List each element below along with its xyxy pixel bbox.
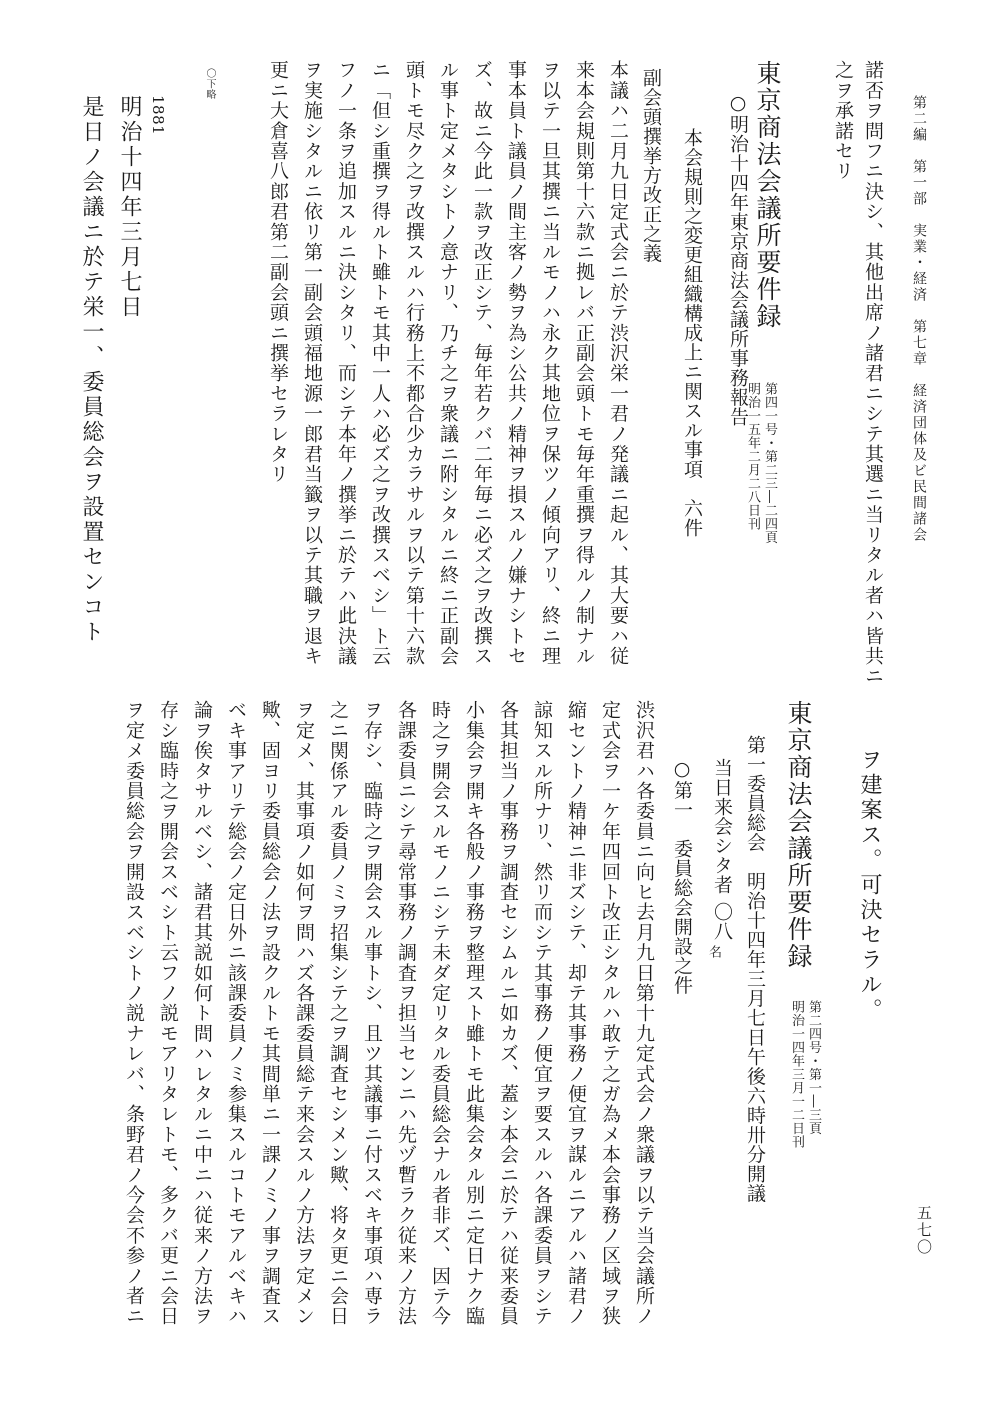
bottom-paragraph-line: 渋沢君ハ各委員ニ向ヒ去月九日第十九定式会ノ衆議ヲ以テ当会議所ノ: [633, 700, 655, 1327]
top-paragraph-line: ニ「但シ重撰ヲ得ルト雖トモ其中一人ハ必ズ之ヲ改撰スベシ」ト云: [369, 60, 391, 666]
date-heading: 明治十四年三月七日: [117, 95, 142, 320]
attendance-count: 〇八: [711, 902, 733, 941]
continuation-line-2: 之ヲ承諾セリ: [832, 60, 854, 182]
top-paragraph-line: 本議ハ二月九日定式会ニ於テ渋沢栄一君ノ発議ニ起ル、其大要ハ従: [607, 60, 629, 666]
bottom-paragraph-line: 諒知スル所ナリ、然リ而シテ其事務ノ便宜ヲ要スルハ各課委員ヲシテ: [531, 700, 553, 1327]
date-year: 1881: [149, 95, 167, 136]
proposal-line: ヲ建案ス。可決セラル。: [857, 748, 882, 1023]
bottom-paragraph-line: ヲ定メ委員総会ヲ開設スベシトノ説ナレバ、条野君ノ今会不参ノ者ニ: [123, 700, 145, 1327]
continuation-line-1: 諾否ヲ問フニ決シ、其他出席ノ諸君ニシテ其選ニ当リタル者ハ皆共ニ: [862, 60, 884, 687]
bottom-paragraph-line: 各課委員ニシテ尋常事務ノ調査ヲ担当センニハ先ヅ暫ラク従来ノ方法: [395, 700, 417, 1327]
bottom-paragraph-line: 論ヲ俟タサルベシ、諸君其説如何ト問ハレタルニ中ニハ従来ノ方法ヲ: [191, 700, 213, 1327]
top-paragraph-line: ズ、故ニ今此一款ヲ改正シテ、毎年若クバ二年毎ニ必ズ之ヲ改撰ス: [471, 60, 493, 667]
bottom-paragraph-line: 各其担当ノ事務ヲ調査セシムルニ如カズ、蓋シ本会ニ於テハ従来委員: [497, 700, 519, 1327]
bottom-paragraph-line: 之ニ関係アル委員ノミヲ招集シテ之ヲ調査セシメン歟、将タ更ニ会日: [327, 700, 349, 1327]
omission-mark: 〇下略: [204, 68, 215, 100]
bottom-paragraph-line: 時之ヲ開会スルモノニシテ未ダ定リタル委員総会ナル者非ズ、因テ今: [429, 700, 451, 1327]
bottom-paragraph-line: 存シ臨時之ヲ開会スベシト云フノ説モアリタレトモ、多クバ更ニ会日: [157, 700, 179, 1327]
source-ref-bottom: [790, 1000, 820, 1149]
top-paragraph-line: ル事ト定メタシトノ意ナリ、乃チ之ヲ衆議ニ附シタルニ終ニ正副会: [437, 60, 459, 666]
top-paragraph-line: 来本会規則第十六款ニ拠レバ正副会頭トモ毎年重撰ヲ得ルノ制ナル: [573, 60, 595, 666]
top-paragraph-line: フノ一条ヲ追加スルニ決シタリ、而シテ本年ノ撰挙ニ於テハ此決議: [335, 60, 357, 666]
bottom-paragraph-line: 定式会ヲ一ケ年四回ト改正シタルハ敢テ之ガ為メ本会事務ノ区域ヲ狭: [599, 700, 621, 1327]
report-notice: ○明治十四年東京商法会議所事務報告: [727, 92, 749, 427]
top-paragraph-line: ヲ以テ一旦其撰ニ当ルモノハ永ク其地位ヲ保ツノ傾向アリ、終ニ理: [539, 60, 561, 666]
source-ref-top-line1: 第四一号・第二三―二四頁: [762, 382, 777, 544]
bottom-paragraph-line: 歟、固ヨリ委員総会ノ法ヲ設クルトモ其間単ニ一課ノミノ事ヲ調査ス: [259, 700, 281, 1327]
running-head: 第二編 第一部 実業・経済 第七章 経済団体及ビ民間諸会: [911, 95, 927, 543]
section-heading: 本会規則之変更組織構成上ニ関スル事項 六件: [681, 128, 703, 538]
bottom-paragraph-line: 小集会ヲ開キ各般ノ事務ヲ整理スト雖トモ此集会タル別ニ定日ナク臨: [463, 700, 485, 1327]
attendance-label: 当日来会シタ者: [711, 758, 733, 895]
meeting-line: 第一委員総会 明治十四年三月七日午後六時卅分開議: [744, 735, 766, 1203]
source-ref-top: [746, 382, 776, 544]
bottom-paragraph-line: ヲ存シ、臨時之ヲ開会スル事トシ、且ツ其議事ニ付スベキ事項ハ専ラ: [361, 700, 383, 1327]
top-paragraph-line: ヲ実施シタルニ依リ第一副会頭福地源一郎君当籤ヲ以テ其職ヲ退キ: [301, 60, 323, 667]
item-heading-top: 副会頭撰挙方改正之義: [640, 68, 662, 263]
item-heading-bottom: ○第一 委員総会開設之件: [671, 758, 693, 995]
source-ref-top-line2: 明治一五年二月二八日刊: [745, 382, 760, 531]
bottom-paragraph-line: 縮セントノ精神ニ非ズシテ、却テ其事務ノ便宜ヲ謀ルニアルハ諸君ノ: [565, 700, 587, 1327]
top-paragraph-line: 事本員ト議員ノ間主客ノ勢ヲ為シ公共ノ精神ヲ損スルノ嫌ナシトセ: [505, 60, 527, 666]
source-ref-bottom-line2: 明治一四年三月一二日刊: [789, 1000, 804, 1149]
top-paragraph-line: 更ニ大倉喜八郎君第二副会頭ニ撰挙セラレタリ: [267, 60, 289, 485]
source-title-bottom: 東京商法会議所要件録: [784, 700, 813, 970]
source-title-top: 東京商法会議所要件録: [753, 60, 782, 330]
bottom-paragraph-line: ヲ定メ、其事項ノ如何ヲ問ハズ各課委員総テ来会スルノ方法ヲ定メン: [293, 700, 315, 1327]
bottom-paragraph-line: ベキ事アリテ総会ノ定日外ニ該課委員ノミ参集スルコトモアルベキハ: [225, 700, 247, 1327]
attendance-unit: 名: [706, 945, 721, 959]
top-paragraph-line: 頭トモ尽ク之ヲ改撰スルハ行務上不都合少カラサルヲ以テ第十六款: [403, 60, 425, 666]
source-ref-bottom-line1: 第二四号・第一―三頁: [806, 1000, 821, 1135]
date-text: 是日ノ会議ニ於テ栄一、委員総会ヲ設置センコト: [79, 95, 104, 645]
page-number: 五七〇: [915, 1205, 933, 1256]
